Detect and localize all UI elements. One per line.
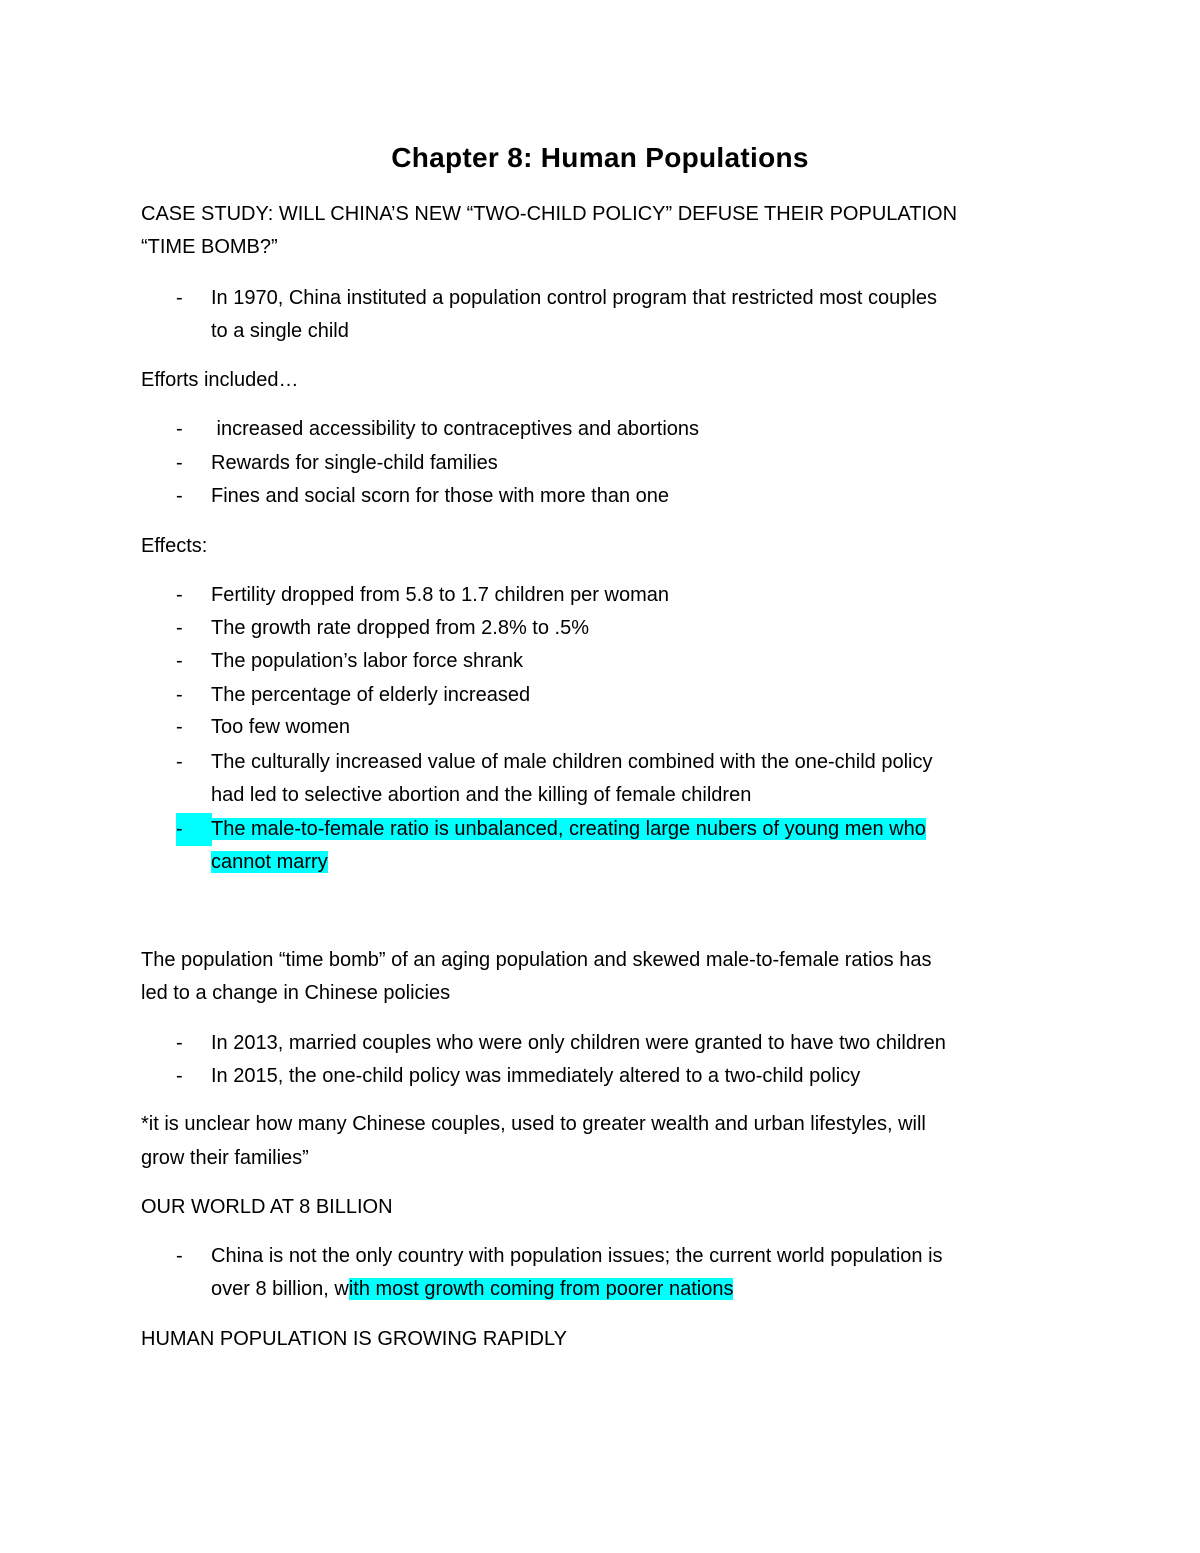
world-heading: OUR WORLD AT 8 BILLION [141, 1196, 393, 1218]
bullet-dash: - [176, 418, 183, 440]
policy-change-item: In 2013, married couples who were only children were granted to have two children [211, 1032, 946, 1054]
bullet-dash: - [176, 617, 183, 639]
effect-cultural-line2: had led to selective abortion and the killing of female children [211, 784, 752, 806]
bullet-dash: - [176, 287, 183, 309]
effect-cultural-line1: The culturally increased value of male children combined with the one-child policy [211, 751, 933, 773]
time-bomb-paragraph-line2: led to a change in Chinese policies [141, 982, 451, 1004]
case-study-heading-line2: “TIME BOMB?” [141, 236, 278, 258]
policy-change-item: In 2015, the one-child policy was immediately altered to a two-child policy [211, 1065, 861, 1087]
effects-item: Fertility dropped from 5.8 to 1.7 children per woman [211, 584, 669, 606]
efforts-heading: Efforts included… [141, 369, 299, 391]
bullet-dash: - [176, 452, 183, 474]
bullet-dash: - [176, 1065, 183, 1087]
effect-ratio-line1 [211, 813, 926, 846]
bullet-dash: - [176, 584, 183, 606]
world-bullet-line2: over 8 billion, with most growth coming from poorer nations [211, 1278, 734, 1300]
intro-bullet-line2: to a single child [211, 320, 349, 342]
time-bomb-paragraph-line1: The population “time bomb” of an aging population and skewed male-to-female ratios has [141, 949, 932, 971]
bullet-dash: - [176, 485, 183, 507]
world-bullet-line1: China is not the only country with population issues; the current world population is [211, 1245, 943, 1267]
intro-bullet-line1: In 1970, China instituted a population control program that restricted most couples [211, 287, 937, 309]
bullet-dash: - [176, 751, 183, 773]
bullet-dash: - [176, 650, 183, 672]
bullet-dash: - [176, 716, 183, 738]
growing-heading: HUMAN POPULATION IS GROWING RAPIDLY [141, 1328, 567, 1350]
bullet-dash: - [176, 684, 183, 706]
note-line1: *it is unclear how many Chinese couples, used to greater wealth and urban lifestyles, will [141, 1113, 926, 1135]
efforts-item: increased accessibility to contraceptives and abortions [211, 418, 700, 440]
effect-ratio-line2 [211, 846, 328, 879]
highlighted-text: ith most growth coming from poorer nations [348, 1278, 734, 1300]
case-study-heading-line1: CASE STUDY: WILL CHINA’S NEW “TWO-CHILD POLICY” DEFUSE THEIR POPULATION [141, 203, 958, 225]
effects-item: The population’s labor force shrank [211, 650, 524, 672]
page-title: Chapter 8: Human Populations [391, 142, 809, 173]
effects-item: The percentage of elderly increased [211, 684, 531, 706]
highlighted-text: The male-to-female ratio is unbalanced, creating large nubers of young men who [211, 818, 926, 840]
bullet-dash: - [176, 1245, 183, 1267]
efforts-item: Rewards for single-child families [211, 452, 498, 474]
highlighted-text: cannot marry [211, 851, 328, 873]
efforts-item: Fines and social scorn for those with more than one [211, 485, 670, 507]
highlighted-bullet-dash: - [176, 813, 212, 846]
effects-item: The growth rate dropped from 2.8% to .5% [211, 617, 589, 639]
bullet-dash: - [176, 1032, 183, 1054]
effects-heading: Effects: [141, 535, 208, 557]
note-line2: grow their families” [141, 1147, 309, 1169]
effects-item: Too few women [211, 716, 350, 738]
